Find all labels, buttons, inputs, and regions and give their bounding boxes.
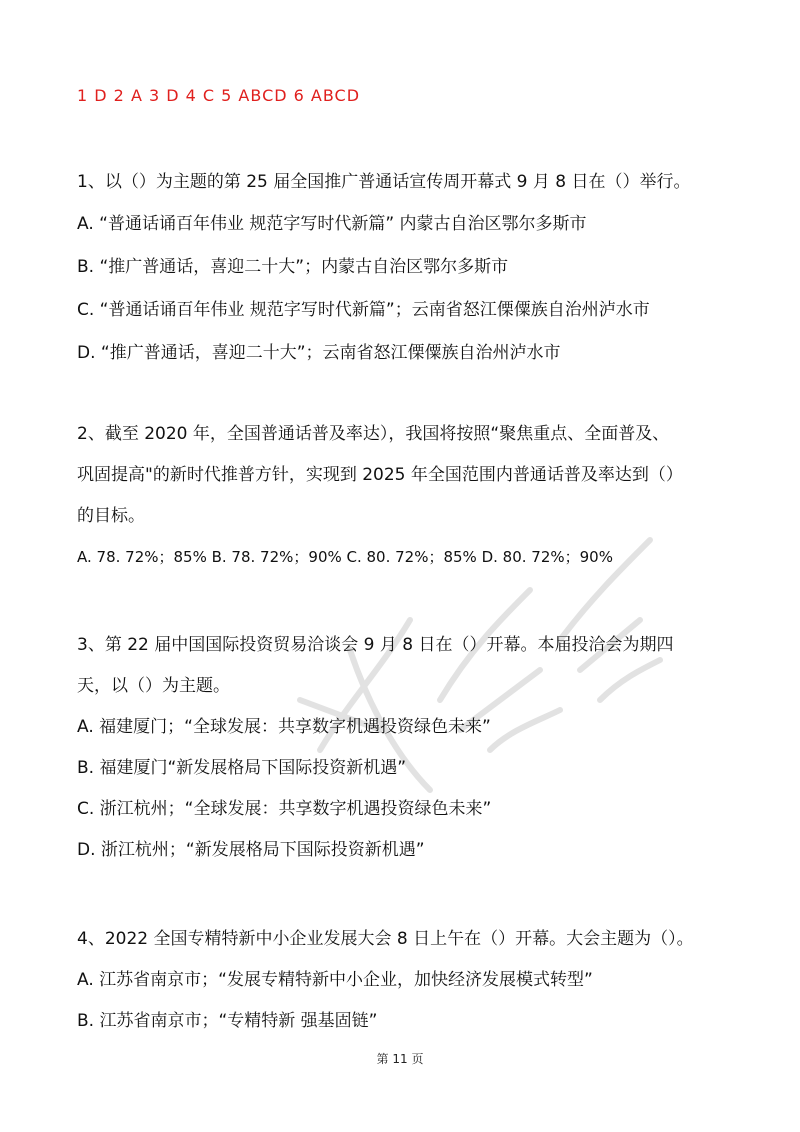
question-3-option-c: C. 浙江杭州；“全球发展：共享数字机遇投资绿色未来” [77,799,492,819]
question-3-option-a: A. 福建厦门；“全球发展：共享数字机遇投资绿色未来” [77,717,491,737]
question-3 [77,634,737,862]
question-1-stem: 1、以（）为主题的第 25 届全国推广普通话宣传周开幕式 9 月 8 日在（）举行。 [77,172,691,192]
question-2-options: A. 78. 72%；85% B. 78. 72%；90% C. 80. 72%；85% D. 80. 72%；90% [77,548,613,566]
question-1 [77,171,737,365]
question-2-stem-line-2: 巩固提高"的新时代推普方针，实现到 2025 年全国范围内普通话普及率达到（） [77,465,683,485]
question-4-option-a: A. 江苏省南京市；“发展专精特新中小企业，加快经济发展模式转型” [77,970,593,990]
question-2-stem-line-3: 的目标。 [77,506,145,526]
answer-key: 1 D 2 A 3 D 4 C 5 ABCD 6 ABCD [77,86,361,105]
question-1-option-a: A. “普通话诵百年伟业 规范字写时代新篇” 内蒙古自治区鄂尔多斯市 [77,214,587,234]
question-3-option-b: B. 福建厦门“新发展格局下国际投资新机遇” [77,758,407,778]
question-3-stem-line-2: 天，以（）为主题。 [77,676,230,696]
question-4-option-b: B. 江苏省南京市；“专精特新 强基固链” [77,1011,378,1031]
question-3-option-d: D. 浙江杭州；“新发展格局下国际投资新机遇” [77,840,425,860]
question-4-stem: 4、2022 全国专精特新中小企业发展大会 8 日上午在（）开幕。大会主题为（）。 [77,929,694,949]
question-1-option-c: C. “普通话诵百年伟业 规范字写时代新篇”；云南省怒江傈僳族自治州泸水市 [77,300,650,320]
question-3-stem-line-1: 3、第 22 届中国国际投资贸易洽谈会 9 月 8 日在（）开幕。本届投洽会为期四 [77,635,674,655]
question-1-option-b: B. “推广普通话，喜迎二十大”；内蒙古自治区鄂尔多斯市 [77,257,509,277]
question-1-option-d: D. “推广普通话，喜迎二十大”；云南省怒江傈僳族自治州泸水市 [77,343,561,363]
question-2 [77,423,737,569]
page-number: 第 11 页 [376,1052,424,1066]
question-4 [77,928,737,1033]
question-2-stem-line-1: 2、截至 2020 年，全国普通话普及率达），我国将按照“聚焦重点、全面普及、 [77,424,670,444]
